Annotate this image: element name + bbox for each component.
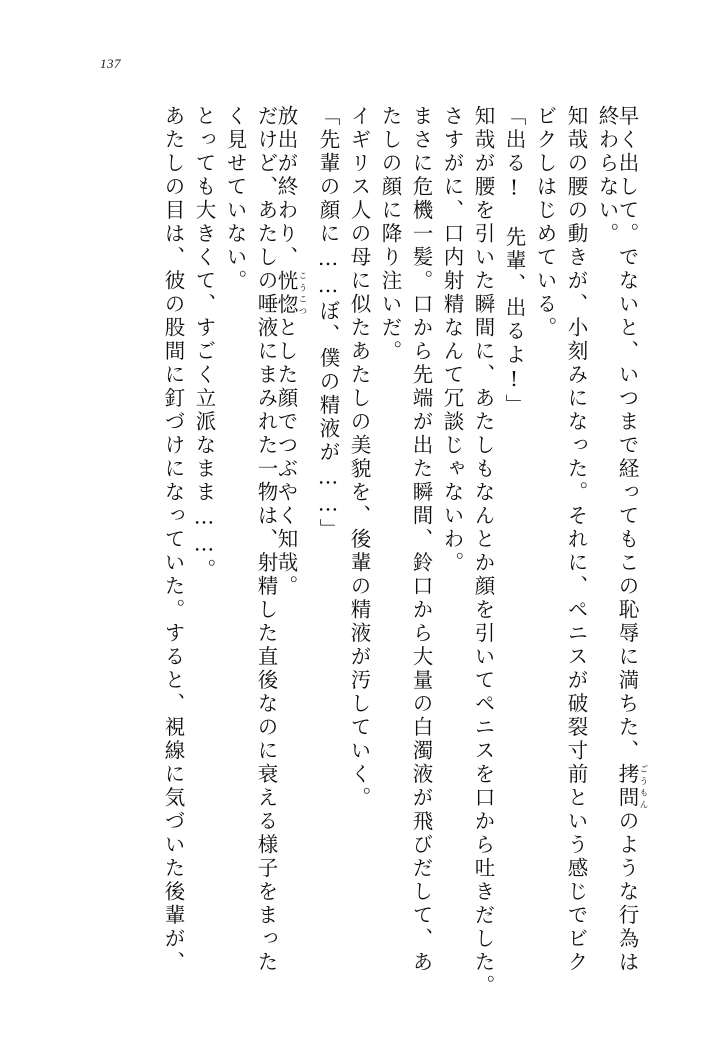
text-line: まさに危機一髪。口から先端が出た瞬間、鈴口から大量の白濁液が飛びだして、あ [409, 105, 433, 975]
text-line: 早く出して。でないと、いつまで経ってもこの恥辱に満ちた、拷問 ごうもんのような行為は [615, 105, 648, 975]
text-line: だけど、あたしの唾液にまみれた一物は、射精した直後なのに衰える様子をまった [254, 105, 278, 975]
text-line: 知哉の腰の動きが、小刻みになった。それに、ペニスが破裂寸前という感じでビク [564, 105, 588, 975]
text-line: ビクしはじめている。 [533, 105, 557, 340]
text-line: 「先輩の顔に……ぼ、僕の精液が……」 [316, 105, 340, 542]
text-line: 知哉が腰を引いた瞬間に、あたしもなんとか顔を引いてペニスを口から吐きだした。 [471, 105, 495, 998]
text-line: あたしの目は、彼の股間に釘づけになっていた。すると、視線に気づいた後輩が、 [161, 105, 185, 975]
text-line: 終わらない。 [595, 105, 619, 246]
text-line: さすがに、口内射精なんて冗談じゃないわ。 [440, 105, 464, 575]
text-line: イギリス人の母に似たあたしの美貌を、後輩の精液が汚していく。 [347, 105, 371, 810]
ruby-gouman: 拷問 ごうもん [615, 763, 648, 810]
page-number: 137 [100, 56, 121, 71]
text-line: く見せていない。 [223, 105, 247, 293]
vertical-text-block [58, 105, 648, 998]
text-line: たしの顔に降り注いだ。 [378, 105, 402, 364]
text-line: 「出る! 先輩、出るよ!」 [502, 105, 526, 418]
text-line: とっても大きくて、すごく立派なまま……。 [192, 105, 216, 582]
ruby-koukotsu: 恍惚 こうこつ [274, 269, 307, 317]
text-line: 放出が終わり、恍惚 こうこつとした顔でつぶやく知哉。 [274, 105, 307, 599]
